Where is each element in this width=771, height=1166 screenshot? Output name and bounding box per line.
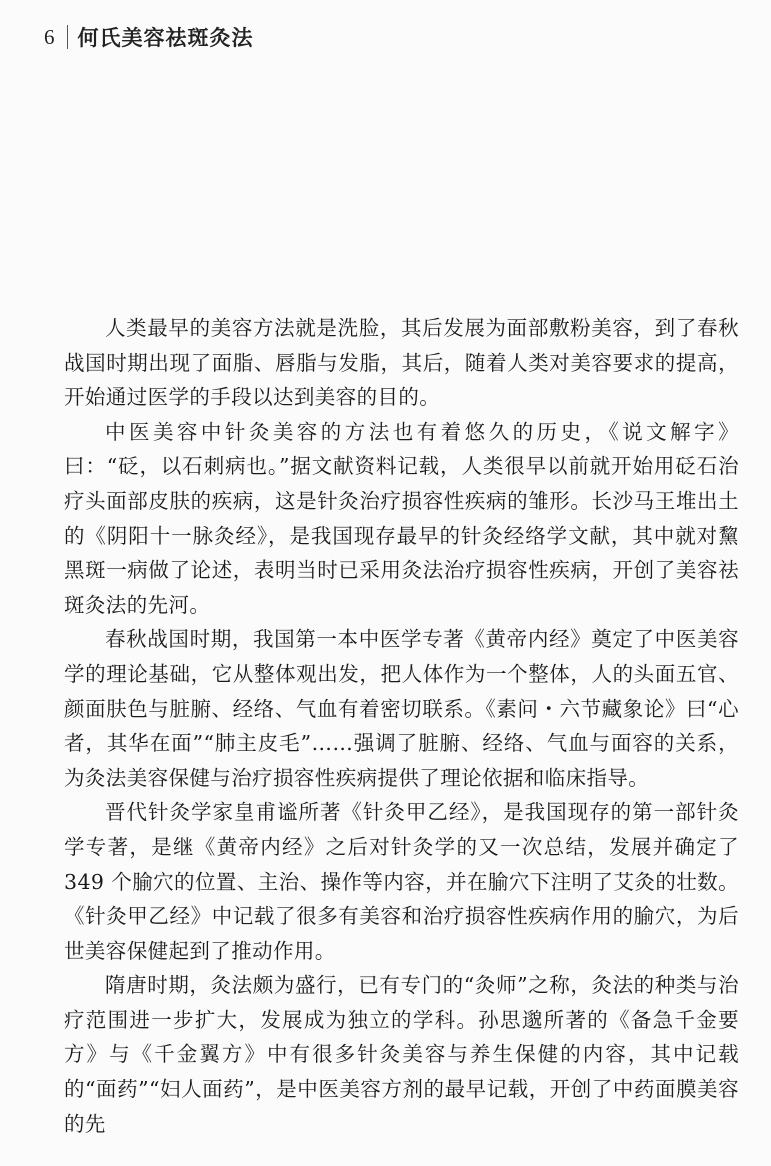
body-text bbox=[64, 311, 739, 1141]
paragraph-1: 人类最早的美容方法就是洗脸，其后发展为面部敷粉美容，到了春秋战国时期出现了面脂、唇脂与发脂，其后，随着人类对美容要求的提高，开始通过医学的手段以达到美容的目的。 bbox=[64, 316, 739, 410]
paragraph-4: 晋代针灸学家皇甫谧所著《针灸甲乙经》，是我国现存的第一部针灸学专著，是继《黄帝内经》之后对针灸学的又一次总结，发展并确定了 349 个腧穴的位置、主治、操作等内容，并在腧穴下注明了艾灸的壮数。《针灸甲乙经》中记载了很多有美容和治疗损容性疾病作用的腧穴，为后世美容保健起到了推动作用。 bbox=[64, 800, 739, 963]
header-divider bbox=[67, 25, 68, 49]
page-number: 6 bbox=[44, 24, 55, 49]
paragraph-5: 隋唐时期，灸法颇为盛行，已有专门的“灸师”之称，灸法的种类与治疗范围进一步扩大，发展成为独立的学科。孙思邈所著的《备急千金要方》与《千金翼方》中有很多针灸美容与养生保健的内容，其中记载的“面药”“妇人面药”，是中医美容方剂的最早记载，开创了中药面膜美容的先 bbox=[64, 973, 739, 1136]
paragraph-2: 中医美容中针灸美容的方法也有着悠久的历史，《说文解字》曰：“砭，以石刺病也。”据文献资料记载，人类很早以前就开始用砭石治疗头面部皮肤的疾病，这是针灸治疗损容性疾病的雏形。长沙马王堆出土的《阴阳十一脉灸经》，是我国现存最早的针灸经络学文献，其中就对黧黑斑一病做了论述，表明当时已采用灸法治疗损容性疾病，开创了美容祛斑灸法的先河。 bbox=[64, 419, 739, 617]
running-head bbox=[44, 22, 254, 52]
paragraph-3: 春秋战国时期，我国第一本中医学专著《黄帝内经》奠定了中医美容学的理论基础，它从整体观出发，把人体作为一个整体，人的头面五官、颜面肤色与脏腑、经络、气血有着密切联系。《素问・六节藏象论》曰“心者，其华在面”“肺主皮毛”……强调了脏腑、经络、气血与面容的关系，为灸法美容保健与治疗损容性疾病提供了理论依据和临床指导。 bbox=[64, 627, 739, 790]
book-title: 何氏美容祛斑灸法 bbox=[77, 26, 254, 50]
